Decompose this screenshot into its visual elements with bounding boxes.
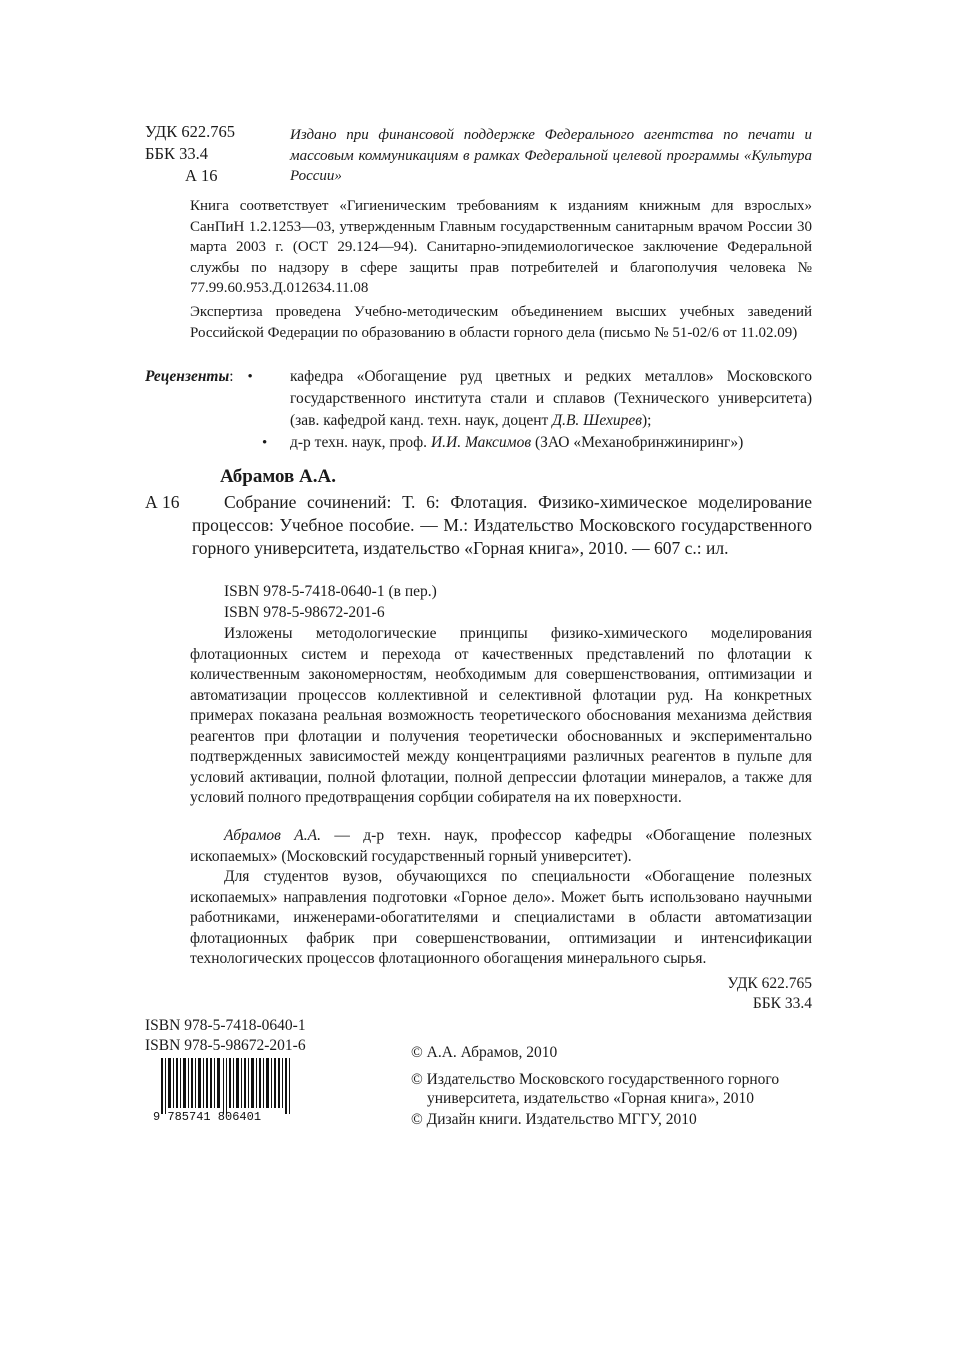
barcode-digits: 9 785741 806401 bbox=[153, 1110, 262, 1122]
copyright-publisher: © Издательство Московского государственного горного университета, издательство «Горная книга», 2010 bbox=[411, 1071, 780, 1107]
book-author: Абрамов А.А. bbox=[220, 466, 336, 487]
reviewers-label: Рецензенты: • bbox=[145, 368, 253, 385]
reviewer-2-name: И.И. Максимов bbox=[430, 434, 532, 451]
udk-code-bottom: УДК 622.765 bbox=[727, 975, 812, 992]
barcode bbox=[153, 1058, 303, 1122]
annotation: Изложены методологические принципы физико-химического моделирования флотационных систем и перехода от качественных представлений по флотации к количественным закономерностям, необходимым для совершенствования, оптимизации и автоматизации процессов коллективной и селективной флотации руд. На конкретных примерах показана реальная возможность теоретического обоснования механизма действия реагентов при флотации и получения теоретически обоснованных и экспериментально подтвержденных зависимостей между концентрациями различных реагентов в пульпе для условий активации, полной флотации, полной депрессии флотации минералов, а также для условий полного предотвращения сорбции собирателя на их поверхности. bbox=[190, 625, 812, 806]
reviewer-1: кафедра «Обогащение руд цветных и редких металлов» Московского государственного института стали и сплавов (Технического университета) (зав. кафедрой канд. техн. наук, доцент Д.В. Шехирев); bbox=[290, 368, 812, 429]
author-note-name: Абрамов А.А. bbox=[224, 827, 321, 844]
funding-note: Издано при финансовой поддержке Федерального агентства по печати и массовым коммуникациям в рамках Федеральной целевой программы «Культура России» bbox=[290, 127, 812, 184]
catalog-codes bbox=[145, 121, 235, 187]
book-code: А 16 bbox=[145, 492, 180, 512]
footer-isbn-1: ISBN 978-5-7418-0640-1 bbox=[145, 1017, 306, 1034]
book-title: Собрание сочинений: Т. 6: Флотация. Физико-химическое моделирование процессов: Учебное пособие. — М.: Издательство Московского государственного горного университета, издательство «Горная книга», 2010. — 607 с.: ил. bbox=[192, 492, 812, 558]
audience-note: Для студентов вузов, обучающихся по специальности «Обогащение полезных ископаемых» направления подготовки «Горное дело». Может быть использовано научными работниками, инженерами-обогатителями и специалистами в области автоматизации флотационных фабрик при совершенствовании, оптимизации и интенсификации технологических процессов флотационного обогащения минерального сырья. bbox=[190, 868, 812, 967]
reviewer-1-name: Д.В. Шехирев bbox=[552, 412, 643, 429]
reviewer-2: д-р техн. наук, проф. И.И. Максимов (ЗАО «Механобринжиниринг») bbox=[290, 434, 744, 451]
footer-isbn-block bbox=[145, 1016, 306, 1056]
bbk-code: ББК 33.4 bbox=[145, 144, 208, 163]
isbn-1: ISBN 978-5-7418-0640-1 (в пер.) bbox=[224, 583, 437, 600]
udk-code: УДК 622.765 bbox=[145, 122, 236, 141]
bbk-code-bottom: ББК 33.4 bbox=[752, 995, 812, 1012]
barcode-icon bbox=[153, 1058, 303, 1122]
bottom-catalog-codes bbox=[640, 974, 812, 1014]
author-code: А 16 bbox=[185, 166, 218, 185]
copyright-design: © Дизайн книги. Издательство МГГУ, 2010 bbox=[411, 1111, 697, 1128]
footer-isbn-2: ISBN 978-5-98672-201-6 bbox=[145, 1037, 306, 1054]
bullet-1: • bbox=[247, 369, 253, 385]
expertise-note: Экспертиза проведена Учебно-методическим объединением высших учебных заведений Российской Федерации по образованию в области горного дела (письмо № 51-02/6 от 11.02.09) bbox=[190, 304, 812, 341]
isbn-2: ISBN 978-5-98672-201-6 bbox=[224, 604, 385, 621]
author-note: Абрамов А.А. — д-р техн. наук, профессор кафедры «Обогащение полезных ископаемых» (Московский государственный горный университет). bbox=[190, 827, 812, 865]
copyright-author: © А.А. Абрамов, 2010 bbox=[411, 1044, 558, 1061]
bullet-2: • bbox=[262, 435, 268, 451]
sanpin-compliance: Книга соответствует «Гигиеническим требованиям к изданиям книжным для взрослых» СанПиН 1.2.1253—03, утвержденным Главным государственным санитарным врачом России 30 марта 2003 г. (ОСТ 29.124—94). Санитарно-эпидемиологическое заключение Федеральной службы по надзору в сфере защиты прав потребителей и благополучия человека № 77.99.60.953.Д.012634.11.08 bbox=[190, 198, 812, 296]
